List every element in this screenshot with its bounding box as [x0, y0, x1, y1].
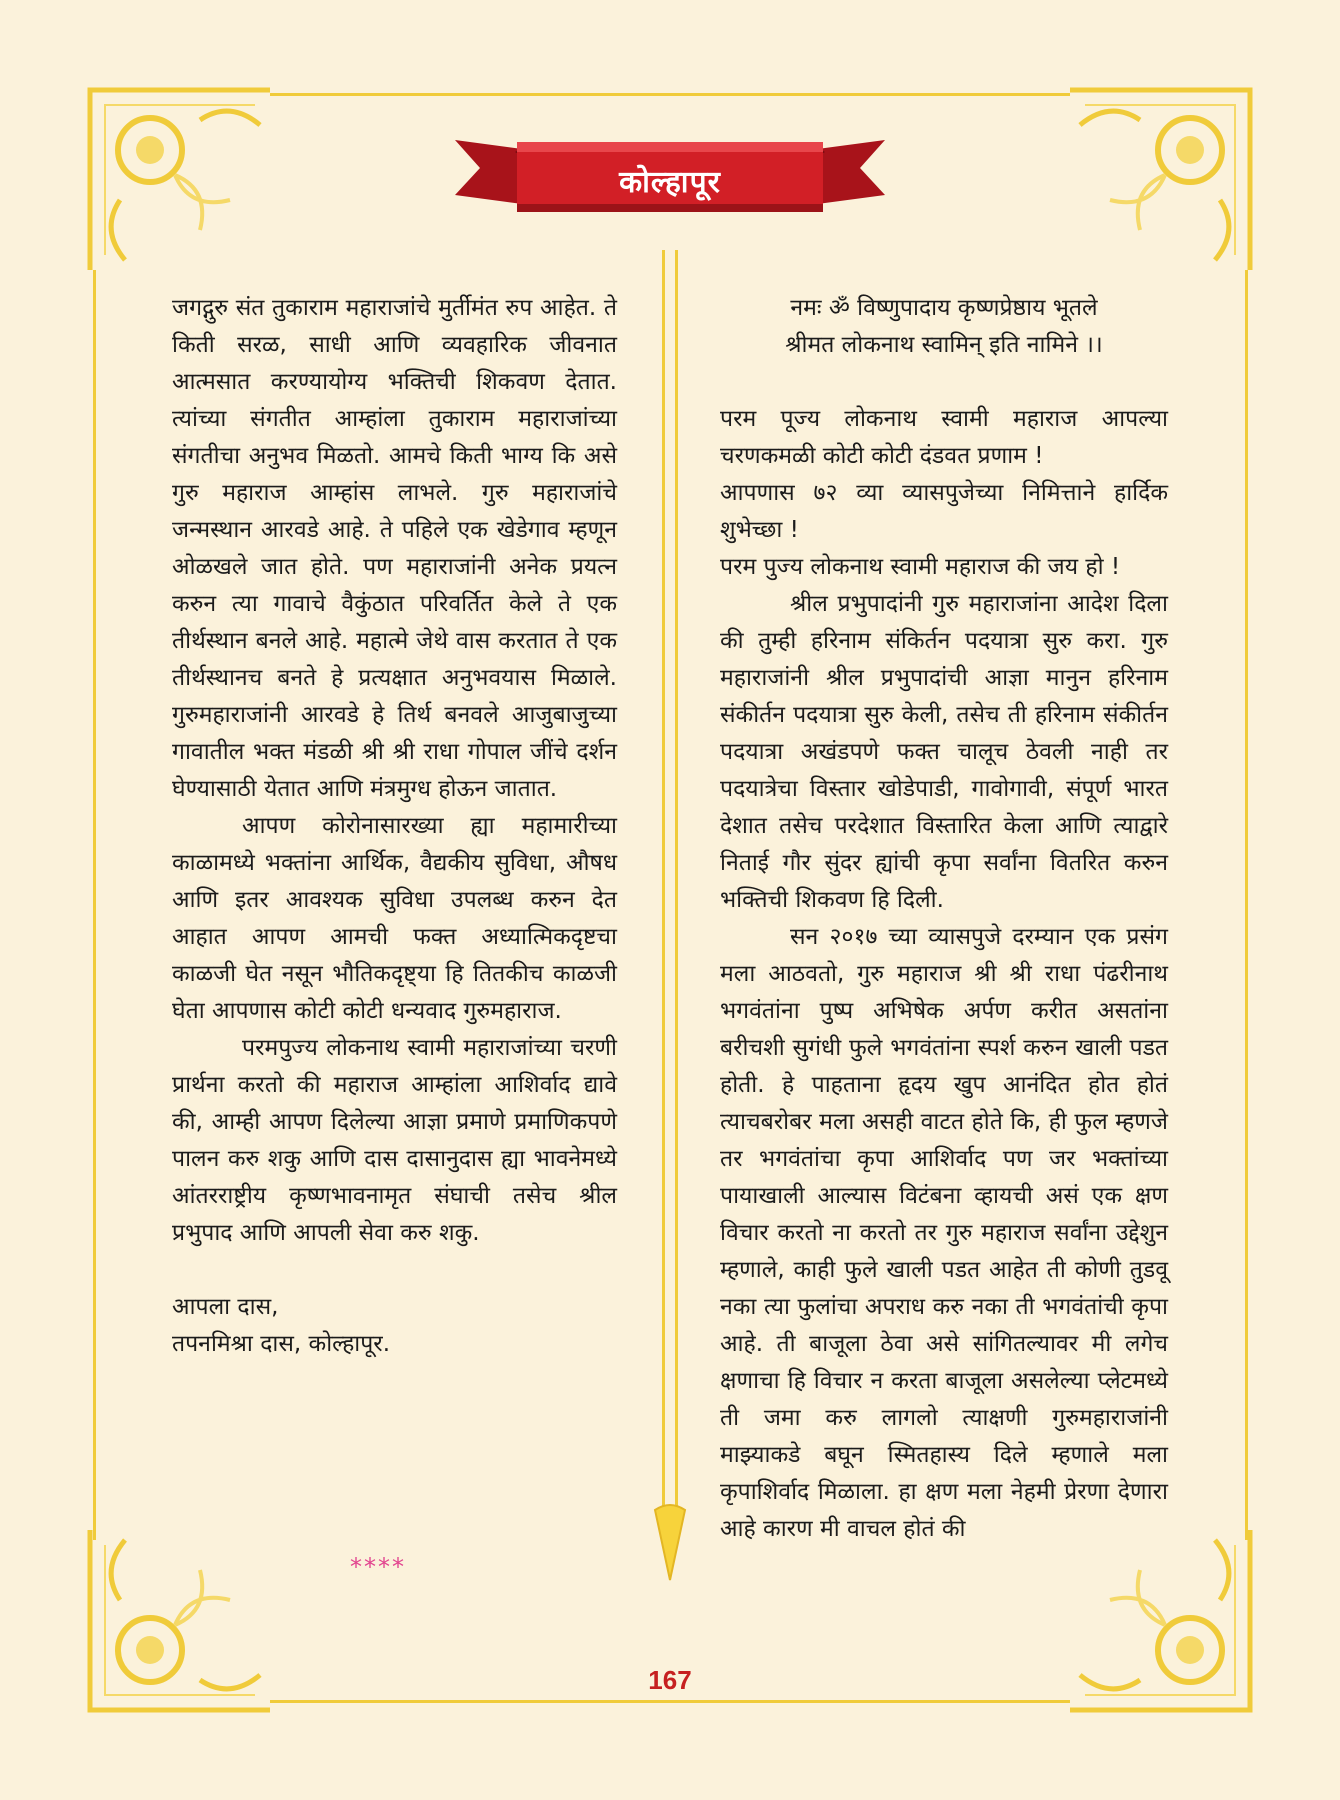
right-column [720, 290, 1168, 1548]
verse [720, 290, 1168, 364]
right-paragraph-1: श्रील प्रभुपादांनी गुरु महाराजांना आदेश दिला की तुम्ही हरिनाम संकिर्तन पदयात्रा सुरु करा. गुरु महाराजांनी श्रील प्रभुपादांची आज्ञा मानुन हरिनाम संकीर्तन पदयात्रा सुरु केली, तसेच ती हरिनाम संकीर्तन पदयात्रा अखंडपणे फक्त चालूच ठेवली नाही तर पदयात्रेचा विस्तार खोडेपाडी, गावोगावी, संपूर्ण भारत देशात तसेच परदेशात विस्तारित केला आणि त्याद्वारे निताई गौर सुंदर ह्यांची कृपा सर्वांना वितरित करुन भक्तिची शिकवण हि दिली. [720, 591, 1168, 913]
left-paragraph-2: आपण कोरोनासारख्या ह्या महामारीच्या काळामध्ये भक्तांना आर्थिक, वैद्यकीय सुविधा, औषध आणि इतर आवश्यक सुविधा उपलब्ध करुन देत आहात आपण आमची फक्त अध्यात्मिकदृष्टचा काळजी घेत नसून भौतिकदृष्ट्या हि तितकीच काळजी घेता आपणास कोटी कोटी धन्यवाद गुरुमहाराज. [172, 813, 617, 1024]
left-paragraph-1: जगद्गुरु संत तुकाराम महाराजांचे मुर्तीमंत रुप आहेत. ते किती सरळ, साधी आणि व्यवहारिक जीवनात आत्मसात करण्यायोग्य भक्तिची शिकवण देतात. त्यांच्या संगतीत आम्हांला तुकाराम महाराजांच्या संगतीचा अनुभव मिळतो. आमचे किती भाग्य कि असे गुरु महाराज आम्हांस लाभले. गुरु महाराजांचे जन्मस्थान आरवडे आहे. ते पहिले एक खेडेगाव म्हणून ओळखले जात होते. पण महाराजांनी अनेक प्रयत्न करुन त्या गावाचे वैकुंठात परिवर्तित केले ते एक तीर्थस्थान बनले आहे. महात्मे जेथे वास करतात ते एक तीर्थस्थानच बनते हे प्रत्यक्षात अनुभवयास मिळाले. गुरुमहाराजांनी आरवडे हे तिर्थ बनवले आजुबाजुच्या गावातील भक्त मंडळी श्री श्री राधा गोपाल जींचे दर्शन घेण्यासाठी येतात आणि मंत्रमुग्ध होऊन जातात. [172, 295, 617, 802]
signature-line-2: तपनमिश्रा दास, कोल्हापूर. [172, 1331, 391, 1357]
verse-line-2: श्रीमत लोकनाथ स्वामिन् इति नामिने ।। [785, 332, 1103, 358]
greeting-1: परम पूज्य लोकनाथ स्वामी महाराज आपल्या चरणकमळी कोटी कोटी दंडवत प्रणाम ! [720, 406, 1168, 469]
left-paragraph-3: परमपुज्य लोकनाथ स्वामी महाराजांच्या चरणी प्रार्थना करतो की महाराज आम्हांला आशिर्वाद द्यावे की, आम्ही आपण दिलेल्या आज्ञा प्रमाणे प्रमाणिकपणे पालन करु शकु आणि दास दासानुदास ह्या भावनेमध्ये आंतरराष्ट्रीय कृष्णभावनामृत संघाची तसेच श्रील प्रभुपाद आणि आपली सेवा करु शकु. [172, 1035, 617, 1246]
frame-bottom-line [270, 1700, 1070, 1703]
right-paragraph-2: सन २०१७ च्या व्यासपुजे दरम्यान एक प्रसंग मला आठवतो, गुरु महाराज श्री श्री राधा पंढरीनाथ भगवंतांना पुष्प अभिषेक अर्पण करीत असतांना बरीचशी सुगंधी फुले भगवंतांना स्पर्श करुन खाली पडत होती. हे पाहताना हृदय खुप आनंदित होत होतं त्याचबरोबर मला असही वाटत होते कि, ही फुल म्हणजे तर भगवंतांचा कृपा आशिर्वाद पण जर भक्तांच्या पायाखाली आल्यास विटंबना व्हायची असं एक क्षण विचार करतो ना करतो तर गुरु महाराज सर्वांना उद्देशुन म्हणाले, काही फुले खाली पडत आहेत ती कोणी तुडवू नका त्या फुलांचा अपराध करु नका ती भगवंतांची कृपा आहे. ती बाजूला ठेवा असे सांगितल्यावर मी लगेच क्षणाचा हि विचार न करता बाजूला असलेल्या प्लेटमध्ये ती जमा करु लागलो त्याक्षणी गुरुमहाराजांनी माझ्याकडे बघून स्मितहास्य दिले म्हणाले मला कृपाशिर्वाद मिळाला. हा क्षण मला नेहमी प्रेरणा देणारा आहे कारण मी वाचल होतं की [720, 924, 1168, 1542]
greeting-2: आपणास ७२ व्या व्यासपुजेच्या निमित्ताने हार्दिक शुभेच्छा ! [720, 480, 1168, 543]
decorative-stars: **** [350, 1553, 406, 1581]
verse-line-1: नमः ॐ विष्णुपादाय कृष्णप्रेष्ठाय भूतले [790, 295, 1098, 321]
signature-line-1: आपला दास, [172, 1294, 279, 1320]
title-banner [455, 120, 885, 230]
left-column [172, 290, 617, 1363]
greeting-3: परम पुज्य लोकनाथ स्वामी महाराज की जय हो ! [720, 554, 1121, 580]
frame-top-line [270, 93, 1070, 96]
page-number: 167 [648, 1665, 692, 1695]
corner-ornament-top-right [1060, 80, 1260, 280]
corner-ornament-top-left [80, 80, 280, 280]
column-divider [640, 250, 700, 1600]
frame-right-line [1245, 270, 1248, 1540]
page-title: कोल्हापूर [619, 165, 721, 200]
frame-left-line [93, 270, 96, 1540]
